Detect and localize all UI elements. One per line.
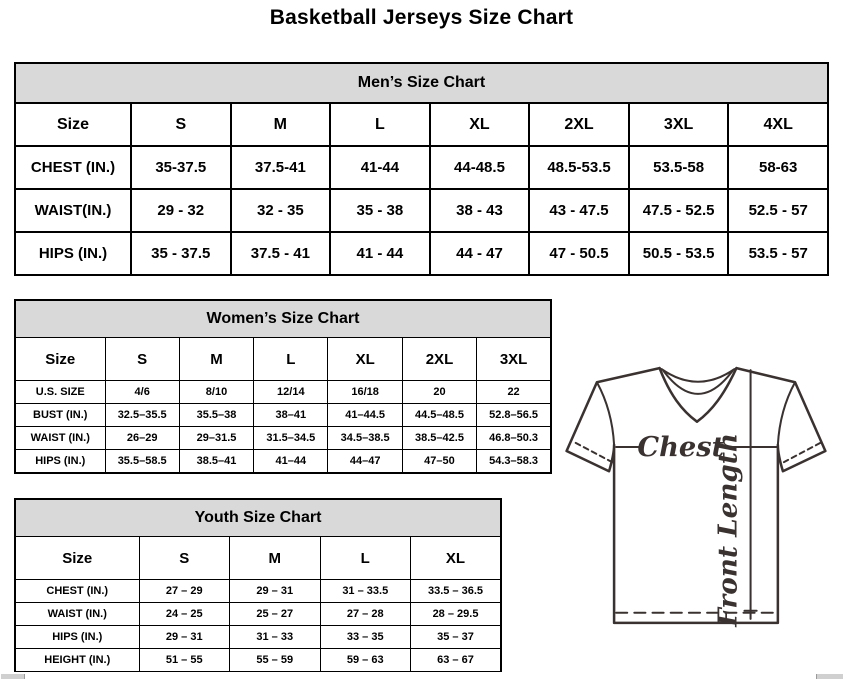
column-header: Size bbox=[15, 103, 131, 146]
size-value-cell: 4/6 bbox=[105, 381, 179, 404]
table-row bbox=[15, 580, 501, 603]
size-value-cell: 38.5–41 bbox=[179, 450, 253, 474]
size-value-cell: 63 – 67 bbox=[411, 649, 502, 673]
size-value-cell: 41-44 bbox=[330, 146, 430, 189]
scrollbar-end-button[interactable] bbox=[816, 674, 843, 679]
size-value-cell: 35.5–38 bbox=[179, 404, 253, 427]
size-value-cell: 44–47 bbox=[328, 450, 402, 474]
table-row bbox=[15, 450, 551, 474]
row-label: WAIST (IN.) bbox=[15, 427, 105, 450]
column-header: M bbox=[231, 103, 331, 146]
column-header: S bbox=[105, 338, 179, 381]
size-value-cell: 44 - 47 bbox=[430, 232, 530, 275]
column-header: XL bbox=[328, 338, 402, 381]
size-value-cell: 47–50 bbox=[402, 450, 476, 474]
size-value-cell: 41–44.5 bbox=[328, 404, 402, 427]
table-row bbox=[15, 232, 828, 275]
size-value-cell: 53.5 - 57 bbox=[728, 232, 828, 275]
size-value-cell: 44-48.5 bbox=[430, 146, 530, 189]
size-value-cell: 31 – 33 bbox=[230, 626, 321, 649]
table-row bbox=[15, 146, 828, 189]
row-label: WAIST(IN.) bbox=[15, 189, 131, 232]
column-header: 4XL bbox=[728, 103, 828, 146]
row-label: HIPS (IN.) bbox=[15, 626, 139, 649]
table-row bbox=[15, 189, 828, 232]
size-value-cell: 58-63 bbox=[728, 146, 828, 189]
womens-size-table bbox=[14, 299, 552, 474]
chart-title: Youth Size Chart bbox=[15, 499, 501, 537]
chart-title: Women’s Size Chart bbox=[15, 300, 551, 338]
youth-size-table bbox=[14, 498, 502, 673]
jersey-diagram bbox=[556, 358, 840, 636]
size-value-cell: 37.5 - 41 bbox=[231, 232, 331, 275]
size-value-cell: 27 – 29 bbox=[139, 580, 230, 603]
size-value-cell: 51 – 55 bbox=[139, 649, 230, 673]
size-value-cell: 55 – 59 bbox=[230, 649, 321, 673]
row-label: CHEST (IN.) bbox=[15, 580, 139, 603]
row-label: BUST (IN.) bbox=[15, 404, 105, 427]
column-header: M bbox=[179, 338, 253, 381]
column-header: XL bbox=[411, 537, 502, 580]
table-row bbox=[15, 381, 551, 404]
size-value-cell: 52.5 - 57 bbox=[728, 189, 828, 232]
column-header: 2XL bbox=[529, 103, 629, 146]
column-header: 3XL bbox=[629, 103, 729, 146]
column-header: L bbox=[254, 338, 328, 381]
column-header: 3XL bbox=[477, 338, 551, 381]
size-value-cell: 16/18 bbox=[328, 381, 402, 404]
size-value-cell: 34.5–38.5 bbox=[328, 427, 402, 450]
size-value-cell: 25 – 27 bbox=[230, 603, 321, 626]
column-header: 2XL bbox=[402, 338, 476, 381]
size-value-cell: 59 – 63 bbox=[320, 649, 411, 673]
mens-size-table bbox=[14, 62, 829, 276]
size-value-cell: 46.8–50.3 bbox=[477, 427, 551, 450]
size-value-cell: 12/14 bbox=[254, 381, 328, 404]
size-value-cell: 32.5–35.5 bbox=[105, 404, 179, 427]
size-value-cell: 53.5-58 bbox=[629, 146, 729, 189]
column-header: S bbox=[131, 103, 231, 146]
size-value-cell: 22 bbox=[477, 381, 551, 404]
size-value-cell: 33.5 – 36.5 bbox=[411, 580, 502, 603]
column-header: S bbox=[139, 537, 230, 580]
chart-title: Men’s Size Chart bbox=[15, 63, 828, 103]
jersey-outline-icon bbox=[567, 368, 826, 623]
column-header: L bbox=[330, 103, 430, 146]
scrollbar-thumb[interactable] bbox=[1, 674, 25, 679]
row-label: HIPS (IN.) bbox=[15, 232, 131, 275]
size-value-cell: 32 - 35 bbox=[231, 189, 331, 232]
table-row bbox=[15, 626, 501, 649]
column-header: Size bbox=[15, 338, 105, 381]
size-value-cell: 47 - 50.5 bbox=[529, 232, 629, 275]
column-header: L bbox=[320, 537, 411, 580]
size-value-cell: 29–31.5 bbox=[179, 427, 253, 450]
size-value-cell: 41–44 bbox=[254, 450, 328, 474]
size-value-cell: 38–41 bbox=[254, 404, 328, 427]
size-value-cell: 35 – 37 bbox=[411, 626, 502, 649]
size-value-cell: 50.5 - 53.5 bbox=[629, 232, 729, 275]
table-row bbox=[15, 603, 501, 626]
column-header: Size bbox=[15, 537, 139, 580]
front-length-measure-label: Front Length bbox=[712, 432, 744, 627]
size-value-cell: 31.5–34.5 bbox=[254, 427, 328, 450]
size-value-cell: 35.5–58.5 bbox=[105, 450, 179, 474]
size-value-cell: 35 - 37.5 bbox=[131, 232, 231, 275]
size-value-cell: 29 – 31 bbox=[230, 580, 321, 603]
size-value-cell: 27 – 28 bbox=[320, 603, 411, 626]
size-value-cell: 35 - 38 bbox=[330, 189, 430, 232]
size-value-cell: 8/10 bbox=[179, 381, 253, 404]
size-value-cell: 38.5–42.5 bbox=[402, 427, 476, 450]
size-value-cell: 35-37.5 bbox=[131, 146, 231, 189]
page-title: Basketball Jerseys Size Chart bbox=[269, 6, 574, 29]
table-row bbox=[15, 649, 501, 673]
table-row bbox=[15, 427, 551, 450]
size-value-cell: 43 - 47.5 bbox=[529, 189, 629, 232]
row-label: HEIGHT (IN.) bbox=[15, 649, 139, 673]
size-value-cell: 52.8–56.5 bbox=[477, 404, 551, 427]
size-value-cell: 33 – 35 bbox=[320, 626, 411, 649]
size-value-cell: 44.5–48.5 bbox=[402, 404, 476, 427]
size-value-cell: 48.5-53.5 bbox=[529, 146, 629, 189]
size-value-cell: 26–29 bbox=[105, 427, 179, 450]
table-row bbox=[15, 404, 551, 427]
horizontal-scrollbar[interactable] bbox=[0, 672, 843, 679]
size-value-cell: 37.5-41 bbox=[231, 146, 331, 189]
size-value-cell: 38 - 43 bbox=[430, 189, 530, 232]
column-header: M bbox=[230, 537, 321, 580]
row-label: CHEST (IN.) bbox=[15, 146, 131, 189]
size-value-cell: 24 – 25 bbox=[139, 603, 230, 626]
size-value-cell: 29 – 31 bbox=[139, 626, 230, 649]
size-value-cell: 29 - 32 bbox=[131, 189, 231, 232]
row-label: U.S. SIZE bbox=[15, 381, 105, 404]
size-value-cell: 20 bbox=[402, 381, 476, 404]
size-value-cell: 41 - 44 bbox=[330, 232, 430, 275]
column-header: XL bbox=[430, 103, 530, 146]
size-value-cell: 31 – 33.5 bbox=[320, 580, 411, 603]
size-value-cell: 28 – 29.5 bbox=[411, 603, 502, 626]
row-label: WAIST (IN.) bbox=[15, 603, 139, 626]
row-label: HIPS (IN.) bbox=[15, 450, 105, 474]
chest-measure-label: Chest bbox=[637, 431, 725, 464]
size-value-cell: 54.3–58.3 bbox=[477, 450, 551, 474]
size-value-cell: 47.5 - 52.5 bbox=[629, 189, 729, 232]
